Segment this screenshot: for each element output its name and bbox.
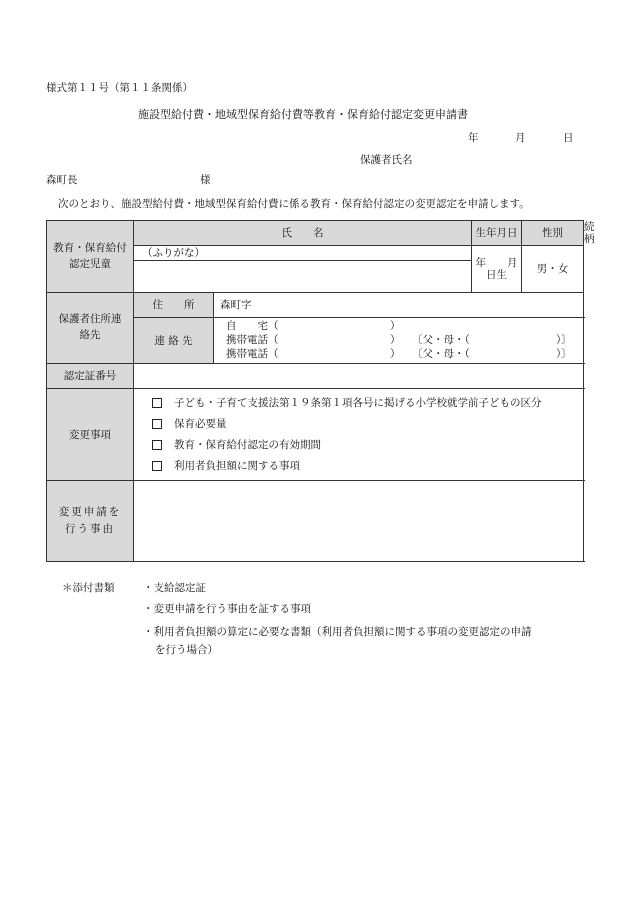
addressee-name: 森町長 xyxy=(46,174,78,186)
home-phone-close: ） xyxy=(390,320,401,333)
intro-text: 次のとおり、施設型給付費・地域型保育給付費に係る教育・保育給付認定の変更認定を申請します。 xyxy=(58,198,530,210)
child-label-cell xyxy=(47,221,134,293)
mobile-phone-1-label: 携帯電話（ xyxy=(226,334,279,347)
mobile-phone-2-label: 携帯電話（ xyxy=(226,348,279,361)
relation-1-open: 〔父・母・（ xyxy=(412,334,470,347)
sex-cell[interactable] xyxy=(522,246,584,293)
home-phone-label: 自 宅（ xyxy=(226,320,279,333)
addressee-honorific: 様 xyxy=(200,174,211,186)
cert-label-cell xyxy=(47,364,134,389)
date-day: 日 xyxy=(563,132,574,144)
attachment-item: を行う場合） xyxy=(155,644,218,656)
relation-2-close: ）〕 xyxy=(556,348,572,361)
form-title: 施設型給付費・地域型保育給付費等教育・保育給付認定変更申請書 xyxy=(138,108,468,121)
reason-label: 変更申請を行う事由 xyxy=(58,506,122,536)
date-month: 月 xyxy=(515,132,526,144)
relation-2-open: 〔父・母・（ xyxy=(412,348,470,361)
header-sex: 性別 xyxy=(522,221,584,246)
reason-label-cell xyxy=(47,481,134,562)
birth-cell[interactable] xyxy=(472,246,539,293)
contact-label: 連 絡 先 xyxy=(154,334,193,347)
change-label-cell xyxy=(47,389,134,481)
child-label: 教育・保育給付認定児童 xyxy=(53,241,127,270)
change-item[interactable] xyxy=(134,414,583,435)
application-table: 教育・保育給付認定児童 氏 名 生年月日 性別 続 柄 （ふりがな） 年 月 日生 男・女 保護者住所連絡先 住 所 森町字 連 絡 先 自 宅（ ） 携帯電話（ ） 〔父・母・（ ）〕 携帯電話（ ） 〔父・母・（ ）〕 認定証番号 変更事項 子ども・子育て支援法第１９条第１項各号に掲げる小学校就学前子どもの区分 保育必要量 教育・保育給付認定の有効期間 利用者負担額に関する事項 変更申請を行う事由 xyxy=(46,220,584,562)
sex-value: 男・女 xyxy=(536,263,569,276)
attachments-label: ＊添付書類 xyxy=(62,582,115,594)
guardian-name-label: 保護者氏名 xyxy=(360,154,413,166)
header-name: 氏 名 xyxy=(134,221,472,246)
guardian-label: 保護者住所連絡先 xyxy=(58,313,122,342)
furigana-label: （ふりがな） xyxy=(142,247,205,260)
header-birth: 生年月日 xyxy=(472,221,522,246)
attachment-item: ・変更申請を行う事由を証する事項 xyxy=(143,603,311,615)
reason-cell[interactable] xyxy=(134,481,584,562)
address-value: 森町字 xyxy=(220,299,252,312)
checkbox-icon[interactable] xyxy=(152,461,162,471)
change-item-label: 利用者負担額に関する事項 xyxy=(174,460,300,473)
child-name-cell[interactable] xyxy=(134,261,472,293)
address-label: 住 所 xyxy=(152,299,195,312)
relation-1-close: ）〕 xyxy=(556,334,572,347)
address-label-cell xyxy=(134,293,214,318)
furigana-cell[interactable] xyxy=(134,246,472,261)
change-item-label: 教育・保育給付認定の有効期間 xyxy=(174,439,321,452)
form-number: 様式第１１号（第１１条関係） xyxy=(46,82,193,94)
cert-label: 認定証番号 xyxy=(63,370,117,383)
cert-number-cell[interactable] xyxy=(134,364,584,389)
contact-label-cell xyxy=(134,318,214,364)
change-label: 変更事項 xyxy=(69,428,111,441)
change-items-cell xyxy=(134,389,584,481)
mobile-phone-1-close: ） xyxy=(390,334,401,347)
attachment-item: ・利用者負担額の算定に必要な書類（利用者負担額に関する事項の変更認定の申請 xyxy=(143,626,532,638)
address-cell[interactable] xyxy=(214,293,584,318)
checkbox-icon[interactable] xyxy=(152,440,162,450)
contact-cell[interactable] xyxy=(214,318,584,364)
date-year: 年 xyxy=(468,132,479,144)
change-item-label: 子ども・子育て支援法第１９条第１項各号に掲げる小学校就学前子どもの区分 xyxy=(174,397,542,410)
change-item[interactable] xyxy=(134,456,583,477)
checkbox-icon[interactable] xyxy=(152,398,162,408)
checkbox-icon[interactable] xyxy=(152,419,162,429)
change-item[interactable] xyxy=(134,435,583,456)
change-item[interactable] xyxy=(134,393,583,414)
mobile-phone-2-close: ） xyxy=(390,348,401,361)
guardian-label-cell xyxy=(47,293,134,364)
birth-value: 年 月 日生 xyxy=(475,257,539,282)
change-item-label: 保育必要量 xyxy=(174,418,227,431)
attachment-item: ・支給認定証 xyxy=(143,582,206,594)
